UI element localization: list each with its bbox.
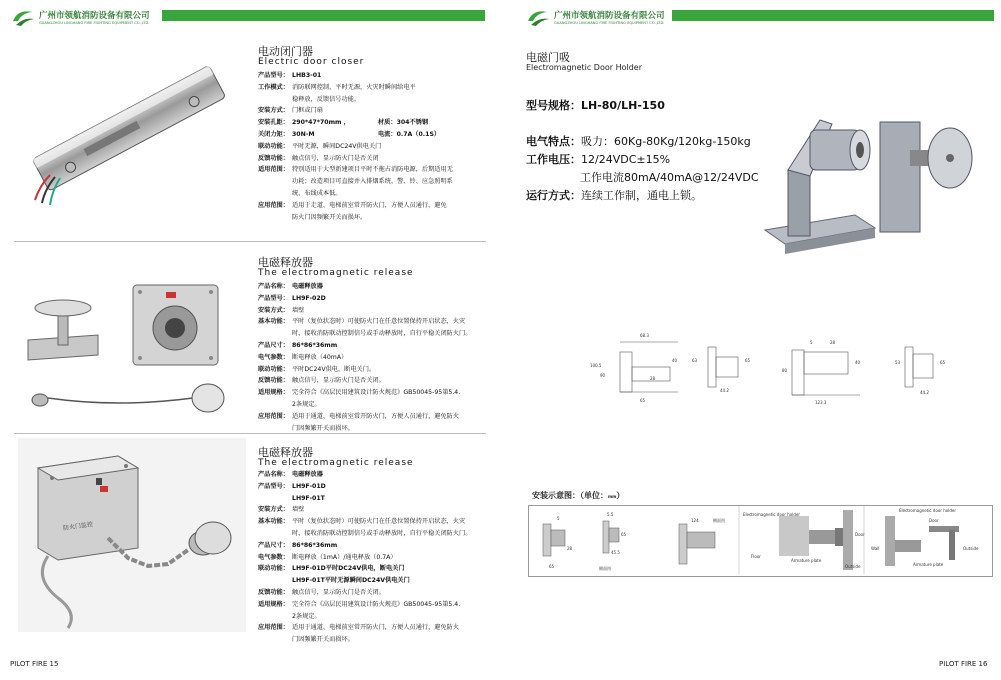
dim-label: 123.3 xyxy=(815,400,827,405)
current-row xyxy=(580,169,759,185)
spec-key: 材质： xyxy=(378,119,397,127)
right-title-en: Electromagnetic Door Holder xyxy=(526,63,643,72)
model-spec xyxy=(526,97,665,113)
spec-value-cont: 统，布线成本低。 xyxy=(292,189,342,197)
install-holder-label: Electromagnetic door holder xyxy=(899,508,956,513)
spec-value: 适用于通道、电梯前室常开防火门，方便人员通行，避免防火 xyxy=(292,412,460,420)
company-logo-icon xyxy=(10,7,36,29)
install-heading xyxy=(532,490,624,501)
door-holder-image xyxy=(760,110,985,260)
spec-value: 触点信号，显示防火门是否关闭 xyxy=(292,154,379,162)
spec-value: 30N-M xyxy=(292,130,315,138)
right-title-cn: 电磁门吸 xyxy=(526,51,570,64)
install-close: ） xyxy=(616,491,625,500)
spec-key: 运行方式： xyxy=(526,189,581,202)
spec-key: 工作模式： xyxy=(258,83,289,91)
spec-key: 产品尺寸： xyxy=(258,541,289,549)
install-holder-label: Electromagnetic door holder xyxy=(743,512,800,517)
product1-title-en: Electric door closer xyxy=(258,57,365,67)
spec-key: 应用范围： xyxy=(258,201,289,209)
dim-label: 40 xyxy=(672,358,678,363)
install-title: 安装示意图：（单位： xyxy=(532,491,608,500)
spec-value: 86*86*36mm xyxy=(292,341,338,349)
dim-label: 80 xyxy=(782,368,788,373)
dim-label: 40 xyxy=(855,360,861,365)
install-diagram xyxy=(529,506,990,574)
spec-value: 86*86*36mm xyxy=(292,541,338,549)
spec-key: 反馈功能： xyxy=(258,154,289,162)
spec-key: 安装方式： xyxy=(258,107,289,115)
feature-row xyxy=(526,133,751,149)
door-closer-image xyxy=(20,55,240,205)
spec-key: 产品尺寸： xyxy=(258,341,289,349)
spec-key: 联动功能： xyxy=(258,365,289,373)
install-dim: 28 xyxy=(567,546,573,551)
model-spec-text: 型号规格：LH-80/LH-150 xyxy=(526,99,665,112)
section-divider xyxy=(14,241,486,242)
spec-value: LHB3-01 xyxy=(292,72,322,79)
device-label: 防火门监控 xyxy=(62,520,94,533)
spec-value-cont: 时，接收消防联动控制信号或手动释放时，自行平稳关闭防火门。 xyxy=(292,330,472,338)
spec-key: 产品型号： xyxy=(258,72,289,79)
spec-value: 平时（复位状态时）可使防火门在任意位置保持开启状态，火灾 xyxy=(292,318,466,326)
spec-value: 完全符合《高层民用建筑设计防火规范》GB50045-95第5.4. xyxy=(292,600,461,608)
install-wall-label: Wall xyxy=(871,546,880,551)
spec-key: 适用范围： xyxy=(258,166,289,174)
spec-key: 产品名称： xyxy=(258,283,289,290)
spec-value: 12/24VDC±15% xyxy=(581,153,671,166)
spec-value: 平时DC24V供电，断电关门。 xyxy=(292,365,376,373)
spec-value: 断电释放（40mA） xyxy=(292,353,348,361)
company-name-en: GUANGZHOU LINGHANG FIRE FIGHTING EQUIPMENT CO.,LTD. xyxy=(554,20,665,25)
spec-value: 吸力：60Kg-80Kg/120kg-150kg xyxy=(581,135,751,148)
right-logo xyxy=(525,7,665,29)
spec-value: 断电释放（1mA）/通电释放（0.7A） xyxy=(292,553,397,561)
install-unit: mm xyxy=(608,494,617,499)
dim-label: 65 xyxy=(640,398,646,403)
install-outside-label: Outside xyxy=(963,546,979,551)
spec-key: 电气参数： xyxy=(258,553,289,561)
page-number-right: PILOT FIRE 16 xyxy=(939,660,988,668)
spec-value-cont: 稳释放，反馈信号功能。 xyxy=(292,95,361,103)
dim-label: 65 xyxy=(940,360,946,365)
spec-value: 290*47*70mm ， xyxy=(292,119,350,127)
dim-label: 90 xyxy=(600,373,606,378)
product3-title-en: The electromagnetic release xyxy=(258,458,414,468)
spec-value: 墙壁 xyxy=(292,506,305,514)
spec-value: 电磁释放器 xyxy=(292,471,323,478)
dim-label: 28 xyxy=(650,376,656,381)
spec-key: 联动功能： xyxy=(258,142,289,150)
install-dim: 65 xyxy=(549,564,555,569)
spec-key: 电气参数： xyxy=(258,353,289,361)
company-logo-icon xyxy=(525,7,551,29)
install-dim: 124 xyxy=(691,518,699,523)
install-side-label: 侧面图 xyxy=(713,518,725,523)
spec-key: 产品名称： xyxy=(258,471,289,478)
dim-label: 44.2 xyxy=(720,388,729,393)
product2-spec-list xyxy=(258,281,471,434)
spec-value: 消防联网控制，平时无源，火灾时瞬间给电平 xyxy=(292,83,416,91)
spec-key: 适用规格： xyxy=(258,600,289,608)
product3-spec-list xyxy=(258,469,471,646)
install-side-label: 侧面图 xyxy=(599,566,611,571)
spec-key: 产品型号： xyxy=(258,294,289,302)
install-armature-label: Armature plate xyxy=(791,558,822,563)
dim-label: 5 xyxy=(810,340,813,345)
header-green-bar xyxy=(162,10,485,21)
product1-spec-list xyxy=(258,70,453,223)
spec-value-cont: 门因频繁开关而损坏。 xyxy=(292,424,354,432)
spec-value-cont: 2条规定。 xyxy=(292,612,321,620)
spec-value: LH9F-01D平时DC24V供电，断电关门 xyxy=(292,565,405,573)
company-name-cn: 广州市领航消防设备有限公司 xyxy=(39,10,150,21)
spec-key: 基本功能： xyxy=(258,318,289,326)
spec-value-cont: 防火门因频繁开关而损坏。 xyxy=(292,213,367,221)
dim-label: 63 xyxy=(692,358,698,363)
spec-value: 适用于通道、电梯前室常开防火门，方便人员通行，避免防火 xyxy=(292,624,460,632)
spec-value-cont: 门因频繁开关而损坏。 xyxy=(292,636,354,644)
install-outside-label: Outside xyxy=(845,564,861,569)
page-number-left: PILOT FIRE 15 xyxy=(10,660,59,668)
install-floor-label: Floor xyxy=(751,554,761,559)
spec-value-cont: LH9F-01T xyxy=(292,494,325,502)
dim-label: 100.5 xyxy=(590,363,602,368)
spec-value: LH9F-02D xyxy=(292,294,326,302)
spec-value: 平时无源，瞬间DC24V供电关门 xyxy=(292,142,382,150)
spec-key: 应用范围： xyxy=(258,624,289,632)
spec-key: 反馈功能： xyxy=(258,377,289,385)
spec-value: 门框或门扇 xyxy=(292,107,323,115)
header-green-bar xyxy=(672,10,994,21)
product2-title-en: The electromagnetic release xyxy=(258,268,414,278)
voltage-row xyxy=(526,151,670,167)
spec-value-cont: 功耗；改造项目可直接并入排烟系统，警、铃、应急照明系 xyxy=(292,178,453,186)
spec-value: 特别适用于大型新建项目平时不拖占消防电源，后期适用无 xyxy=(292,166,453,174)
spec-value: 完全符合《高层民用建筑设计防火规范》GB50045-95第5.4. xyxy=(292,389,461,397)
spec-value: 触点信号，显示防火门是否关闭。 xyxy=(292,588,385,596)
install-dim: 5.5 xyxy=(607,512,614,517)
dim-label: 65 xyxy=(745,358,751,363)
spec-key: 反馈功能： xyxy=(258,588,289,596)
company-name-cn: 广州市领航消防设备有限公司 xyxy=(554,10,665,21)
spec-key: 产品型号： xyxy=(258,482,289,490)
electromagnetic-release-image xyxy=(18,280,243,420)
spec-value: 工作电流80mA/40mA@12/24VDC xyxy=(580,171,759,184)
spec-value: 平时（复位状态时）可使防火门在任意位置保持开启状态，火灾 xyxy=(292,518,466,526)
spec-value-cont: 2条规定。 xyxy=(292,400,321,408)
company-name-en: GUANGZHOU LINGHANG FIRE FIGHTING EQUIPMENT CO.,LTD. xyxy=(39,20,150,25)
install-dim: 65 xyxy=(621,532,627,537)
spec-key: 安装孔距： xyxy=(258,119,289,127)
dim-label: 53 xyxy=(895,360,901,365)
left-logo xyxy=(10,7,150,29)
install-door-label: Door xyxy=(929,518,939,523)
spec-value: 0.7A（0.1S） xyxy=(396,130,441,138)
section-divider xyxy=(14,433,486,434)
dim-label: 28 xyxy=(830,340,836,345)
spec-key: 工作电压： xyxy=(526,153,581,166)
spec-value: LH9F-01D xyxy=(292,482,326,490)
spec-value-cont: 时，接收消防联动控制信号或手动释放时，自行平稳关闭防火门。 xyxy=(292,529,472,537)
product1-title-cn: 电动闭门器 xyxy=(258,45,313,58)
spec-value: 适用于走道、电梯前室常开防火门，方便人员通行，避免 xyxy=(292,201,447,209)
spec-value: 电磁释放器 xyxy=(292,283,323,290)
spec-key: 联动功能： xyxy=(258,565,289,573)
dimension-drawings xyxy=(560,322,990,412)
spec-key: 安装方式： xyxy=(258,506,289,514)
spec-key: 电气特点： xyxy=(526,135,581,148)
spec-value: 304不锈钢 xyxy=(396,119,429,127)
spec-value-cont: LH9F-01T平时无源瞬间DC24V供电关门 xyxy=(292,577,410,585)
spec-key: 电流： xyxy=(378,130,397,138)
install-armature-label: Armature plate xyxy=(913,562,944,567)
spec-value: 连续工作制，通电上锁。 xyxy=(581,189,702,202)
mode-row xyxy=(526,187,702,203)
spec-key: 应用范围： xyxy=(258,412,289,420)
product3-title-cn: 电磁释放器 xyxy=(258,446,313,459)
install-door-label: Door xyxy=(855,532,865,537)
install-dim: 5 xyxy=(557,516,560,521)
spec-key: 适用规格： xyxy=(258,389,289,397)
electromagnetic-release-chain-image xyxy=(18,438,246,632)
spec-key: 安装方式： xyxy=(258,306,289,314)
spec-value: 触点信号，显示防火门是否关闭。 xyxy=(292,377,385,385)
dim-label: 44.2 xyxy=(920,390,929,395)
product2-title-cn: 电磁释放器 xyxy=(258,256,313,269)
install-dim: 45.5 xyxy=(611,550,620,555)
spec-key: 基本功能： xyxy=(258,518,289,526)
spec-value: 墙壁 xyxy=(292,306,305,314)
dim-label: 68.3 xyxy=(640,333,649,338)
spec-key: 关闭力矩： xyxy=(258,130,289,138)
